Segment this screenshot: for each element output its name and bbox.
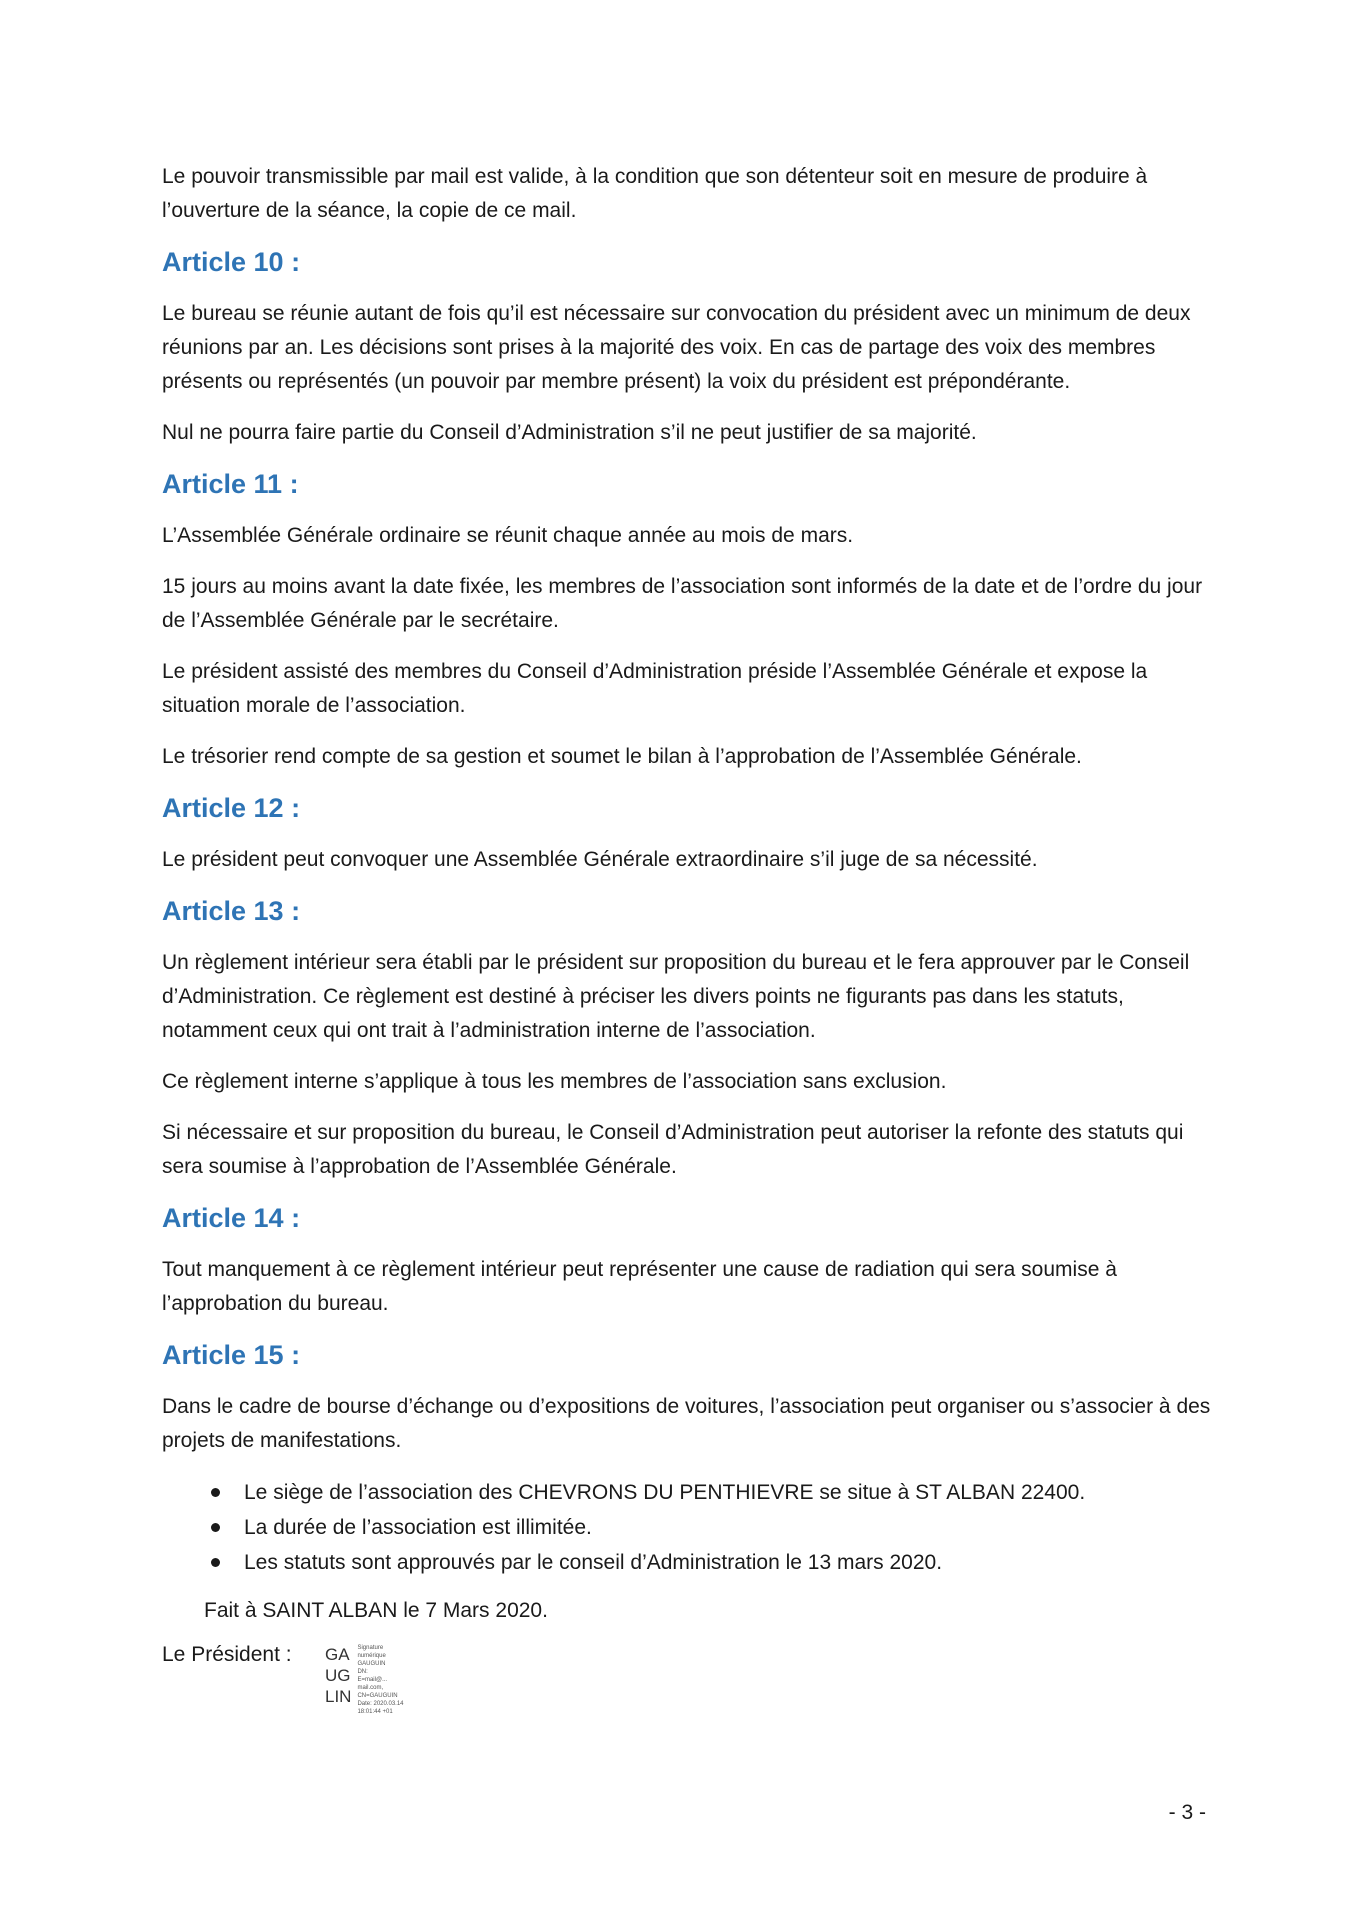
signature-detail-line: Signature (357, 1645, 384, 1651)
bullet-dot-icon (211, 1523, 220, 1532)
signature-name-line: UG (325, 1666, 351, 1685)
article-12 (162, 791, 1212, 877)
signature-detail-line: numérique (357, 1653, 386, 1659)
signature-detail-line: mail.com, (357, 1685, 384, 1691)
page-number: - 3 - (1168, 1801, 1206, 1824)
signature-detail-line: DN: (357, 1669, 368, 1675)
document-page (162, 160, 1212, 1728)
article-paragraph: Le président assisté des membres du Conseil d’Administration préside l’Assemblée Générale et expose la situation morale de l’association. (162, 660, 1148, 717)
article-13 (162, 894, 1212, 1184)
digital-signature (325, 1644, 404, 1716)
signature-name-line: LIN (325, 1687, 352, 1706)
signatory-label: Le Président : (162, 1643, 292, 1666)
article-title: Article 10 : (162, 247, 301, 277)
signature-detail-line: 18:01:44 +01 (357, 1709, 393, 1715)
signature-details (357, 1644, 403, 1716)
bullet-text: Les statuts sont approuvés par le conseil d’Administration le 13 mars 2020. (244, 1551, 943, 1574)
article-paragraph: L’Assemblée Générale ordinaire se réunit chaque année au mois de mars. (162, 524, 854, 547)
article-paragraph: Tout manquement à ce règlement intérieur peut représenter une cause de radiation qui sera soumise à l’approbation du bureau. (162, 1258, 1117, 1315)
bullet-dot-icon (211, 1558, 220, 1567)
article-14 (162, 1201, 1212, 1321)
article-10 (162, 245, 1212, 450)
signature-name-line: GA (325, 1645, 350, 1664)
article-paragraph: Si nécessaire et sur proposition du bureau, le Conseil d’Administration peut autoriser la refonte des statuts qui sera soumise à l’approbation de l’Assemblée Générale. (162, 1121, 1184, 1178)
article-title: Article 13 : (162, 896, 301, 926)
signature-detail-line: GAUGUIN (357, 1661, 386, 1667)
signature-detail-line: Date: 2020.03.14 (357, 1701, 404, 1707)
signature-name (325, 1644, 351, 1716)
bullet-text: Le siège de l’association des CHEVRONS DU PENTHIEVRE se situe à ST ALBAN 22400. (244, 1481, 1086, 1504)
signature-detail-line: CN=GAUGUIN (357, 1693, 398, 1699)
article-paragraph: Le bureau se réunie autant de fois qu’il est nécessaire sur convocation du président avec un minimum de deux réunions par an. Les décisions sont prises à la majorité des voix. En cas de partage des voix des membres présents ou représentés (un pouvoir par membre présent) la voix du président est prépondérante. (162, 302, 1191, 393)
article-paragraph: Le président peut convoquer une Assemblée Générale extraordinaire s’il juge de sa nécessité. (162, 848, 1038, 871)
article-11 (162, 467, 1212, 774)
bullet-dot-icon (211, 1488, 220, 1497)
article-paragraph: Ce règlement interne s’applique à tous les membres de l’association sans exclusion. (162, 1070, 947, 1093)
article-title: Article 12 : (162, 793, 301, 823)
article-paragraph: Dans le cadre de bourse d’échange ou d’expositions de voitures, l’association peut organiser ou s’associer à des projets de manifestations. (162, 1395, 1211, 1452)
signature-detail-line: E=mail@... (357, 1677, 388, 1683)
article-paragraph: Un règlement intérieur sera établi par le président sur proposition du bureau et le fera approuver par le Conseil d’Administration. Ce règlement est destiné à préciser les divers points ne figurants pas dans les statuts, notamment ceux qui ont trait à l’administration interne de l’association. (162, 951, 1190, 1042)
bullet-text: La durée de l’association est illimitée. (244, 1516, 592, 1539)
bullet-item (162, 1475, 1212, 1510)
article-title: Article 14 : (162, 1203, 301, 1233)
article-title: Article 15 : (162, 1340, 301, 1370)
place-date-line: Fait à SAINT ALBAN le 7 Mars 2020. (204, 1599, 548, 1622)
bullet-item (162, 1545, 1212, 1580)
info-bullet-list (162, 1475, 1212, 1580)
article-title: Article 11 : (162, 469, 299, 499)
bullet-item (162, 1510, 1212, 1545)
article-paragraph: Nul ne pourra faire partie du Conseil d’Administration s’il ne peut justifier de sa majorité. (162, 421, 977, 444)
article-paragraph: 15 jours au moins avant la date fixée, les membres de l’association sont informés de la date et de l’ordre du jour de l’Assemblée Générale par le secrétaire. (162, 575, 1203, 632)
article-paragraph: Le trésorier rend compte de sa gestion et soumet le bilan à l’approbation de l’Assemblée Générale. (162, 745, 1082, 768)
article-15 (162, 1338, 1212, 1458)
signature-block (162, 1638, 1212, 1728)
intro-paragraph: Le pouvoir transmissible par mail est valide, à la condition que son détenteur soit en mesure de produire à l’ouverture de la séance, la copie de ce mail. (162, 165, 1148, 222)
